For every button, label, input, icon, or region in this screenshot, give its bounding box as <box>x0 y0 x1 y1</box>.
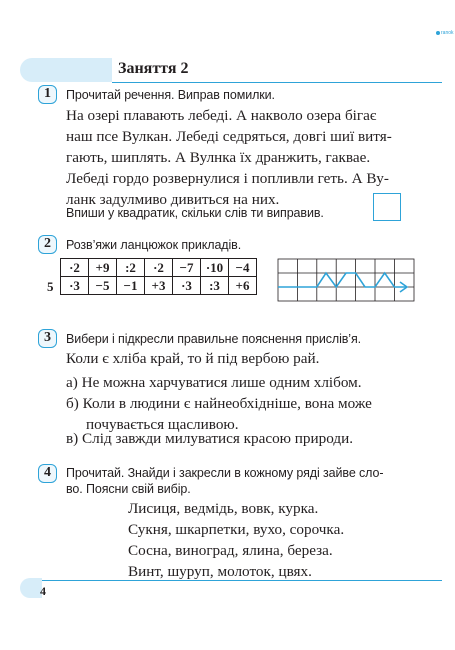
chain-cell[interactable]: −7 <box>173 259 201 277</box>
chain-cell[interactable]: :2 <box>117 259 145 277</box>
chain-start-value: 5 <box>47 279 54 294</box>
answer-square-input[interactable] <box>373 193 401 221</box>
chain-cell[interactable]: +3 <box>145 277 173 295</box>
chain-cell[interactable]: +9 <box>89 259 117 277</box>
chain-cell[interactable]: ·2 <box>145 259 173 277</box>
option-b[interactable]: б) Коли в людини є найнеобхідніше, вона може <box>66 395 372 412</box>
word-row[interactable]: Сосна, виноград, ялина, береза. <box>128 542 333 559</box>
word-row[interactable]: Винт, шуруп, молоток, цвях. <box>128 563 312 580</box>
word-row[interactable]: Сукня, шкарпетки, вухо, сорочка. <box>128 521 345 538</box>
task-1-text-line: Лебеді гордо розвернулися і попливли геть. А Ву- <box>66 170 389 187</box>
task-1-text-line: наш псе Вулкан. Лебеді седряться, довгі шиї витя- <box>66 128 392 145</box>
task-2-instruction: Розв’яжи ланцюжок прикладів. <box>66 238 242 252</box>
grid-lines <box>278 259 414 301</box>
lesson-header-rule <box>112 82 442 83</box>
chain-row <box>61 259 257 277</box>
path-grid-diagram <box>276 257 416 303</box>
page-number: 4 <box>40 584 46 598</box>
task-1-instruction: Прочитай речення. Виправ помилки. <box>66 88 275 102</box>
task-2-number-badge: 2 <box>38 235 57 254</box>
chain-cell[interactable]: −5 <box>89 277 117 295</box>
logo-dot-icon <box>436 31 440 35</box>
publisher-logo <box>436 30 454 40</box>
logo-text: ranok <box>441 30 454 36</box>
lesson-title: Заняття 2 <box>118 60 189 77</box>
lesson-header-tab <box>20 58 112 82</box>
task-1-number-badge: 1 <box>38 85 57 104</box>
chain-cell[interactable]: ·10 <box>201 259 229 277</box>
chain-cell[interactable]: ·2 <box>61 259 89 277</box>
chain-cell[interactable]: +6 <box>229 277 257 295</box>
option-c[interactable]: в) Слід завжди милуватися красою природи. <box>66 430 354 447</box>
chain-row <box>61 277 257 295</box>
task-3-instruction: Вибери і підкресли правильне пояснення прислів’я. <box>66 332 362 346</box>
task-4-number-badge: 4 <box>38 464 57 483</box>
task-1-text-line: На озері плавають лебеді. А накволо озера бігає <box>66 107 377 124</box>
footer-rule <box>42 580 442 581</box>
chain-cell[interactable]: −4 <box>229 259 257 277</box>
chain-cell[interactable]: :3 <box>201 277 229 295</box>
chain-cell[interactable]: ·3 <box>61 277 89 295</box>
chain-cell[interactable]: −1 <box>117 277 145 295</box>
task-1-text-line: гають, шиплять. А Вулнка їх дранжить, гаквае. <box>66 149 371 166</box>
option-b-continuation[interactable]: почувається щасливою. <box>86 416 239 433</box>
task-1-follow-up: Впиши у квадратик, скільки слів ти виправив. <box>66 206 324 220</box>
chain-cell[interactable]: ·3 <box>173 277 201 295</box>
task-1-text-line: ланк задулмиво дивиться на них. <box>66 191 280 208</box>
task-4-instruction-line: Прочитай. Знайди і закресли в кожному ряді зайве сло- <box>66 466 384 480</box>
word-row[interactable]: Лисиця, ведмідь, вовк, курка. <box>128 500 319 517</box>
chain-table <box>60 258 257 295</box>
task-4-instruction-line: во. Поясни свій вибір. <box>66 482 191 496</box>
proverb-text: Коли є хліба край, то й під вербою рай. <box>66 350 320 367</box>
footer-tab <box>20 578 42 598</box>
option-a[interactable]: а) Не можна харчуватися лише одним хлібом. <box>66 374 362 391</box>
task-3-number-badge: 3 <box>38 329 57 348</box>
